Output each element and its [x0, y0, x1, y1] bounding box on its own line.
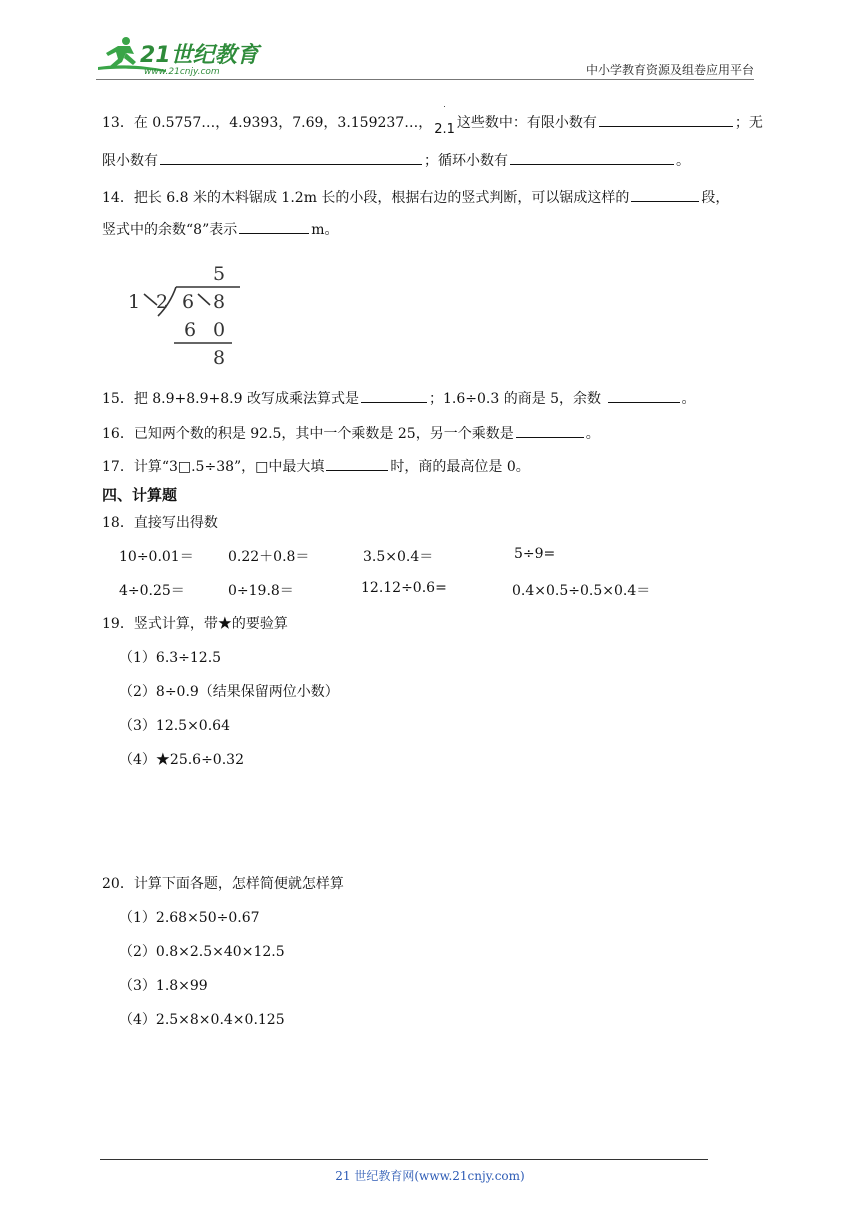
dividend-digit-1: 6 [182, 291, 195, 313]
q18-item: 0.22＋0.8＝ [228, 549, 310, 565]
repeat-dot: ˙ [442, 106, 447, 116]
q20-item: （3）1.8×99 [119, 978, 208, 994]
question-18-title: 18．直接写出得数 [102, 515, 218, 531]
remainder-digit: 8 [213, 347, 226, 369]
q18-item: 0.4×0.5÷0.5×0.4＝ [512, 583, 651, 599]
q20-item: （2）0.8×2.5×40×12.5 [119, 944, 285, 960]
footer-divider [100, 1159, 708, 1160]
section-heading: 四、计算题 [102, 486, 178, 504]
question-15: 15．把 8.9+8.9+8.9 改写成乘法算式是 ；1.6÷0.3 的商是 5，余数 。 [102, 388, 696, 408]
answer-blank[interactable] [239, 219, 309, 234]
answer-blank[interactable] [510, 150, 674, 165]
answer-blank[interactable] [608, 388, 680, 403]
q18-item: 5÷9= [514, 546, 556, 562]
product-digit-2: 0 [213, 319, 226, 341]
question-13-line-1: 13．在 0.5757…，4.9393，7.69，3.159237…， ˙ 2.1 这些数中：有限小数有 ；无 [102, 106, 763, 137]
header-platform-text: 中小学教育资源及组卷应用平台 [585, 63, 754, 77]
answer-blank[interactable] [631, 187, 699, 202]
header-divider [96, 79, 754, 80]
answer-blank[interactable] [326, 456, 388, 471]
quotient-digit: 5 [213, 263, 226, 285]
logo-url: www.21cnjy.com [144, 67, 220, 76]
question-19-title: 19．竖式计算，带★的要验算 [102, 616, 288, 632]
answer-blank[interactable] [516, 423, 584, 438]
question-14-line-2: 竖式中的余数“8”表示 m。 [102, 219, 339, 239]
q19-item: （1）6.3÷12.5 [119, 650, 222, 666]
answer-blank[interactable] [361, 388, 427, 403]
answer-blank[interactable] [599, 112, 733, 127]
q18-item: 4÷0.25＝ [119, 583, 185, 599]
q20-item: （4）2.5×8×0.4×0.125 [119, 1012, 285, 1028]
q18-item: 12.12÷0.6= [361, 580, 447, 596]
divisor-digit-1: 1 [128, 291, 141, 313]
question-13-line-2: 限小数有 ；循环小数有 。 [102, 150, 690, 170]
q19-item: （2）8÷0.9（结果保留两位小数） [119, 684, 339, 700]
answer-blank[interactable] [160, 150, 422, 165]
q19-item: （4）★25.6÷0.32 [119, 752, 244, 768]
logo-text: 21世纪教育 [140, 43, 259, 68]
q18-item: 0÷19.8＝ [228, 583, 294, 599]
question-20-title: 20．计算下面各题，怎样简便就怎样算 [102, 876, 344, 892]
q20-item: （1）2.68×50÷0.67 [119, 910, 260, 926]
question-14-line-1: 14．把长 6.8 米的木料锯成 1.2m 长的小段，根据右边的竖式判断，可以锯成这样的 段， [102, 187, 729, 207]
divisor-digit-2: 2 [156, 291, 169, 313]
footer-link[interactable]: 21 世纪教育网(www.21cnjy.com) [335, 1169, 525, 1183]
question-17: 17．计算“3□.5÷38”，□中最大填 时，商的最高位是 0。 [102, 456, 530, 476]
q19-item: （3）12.5×0.64 [119, 718, 230, 734]
dividend-digit-2: 8 [213, 291, 226, 313]
q18-item: 3.5×0.4＝ [363, 549, 434, 565]
q13-repeating-decimal: ˙ 2.1 [434, 106, 455, 137]
q18-item: 10÷0.01＝ [119, 549, 194, 565]
site-logo [96, 34, 266, 76]
question-16: 16．已知两个数的积是 92.5，其中一个乘数是 25，另一个乘数是 。 [102, 423, 600, 443]
product-digit-1: 6 [184, 319, 197, 341]
decimal-strike [198, 294, 210, 305]
long-division-figure [120, 258, 250, 370]
q13-numbers: 13．在 0.5757…，4.9393，7.69，3.159237…， [102, 115, 433, 131]
